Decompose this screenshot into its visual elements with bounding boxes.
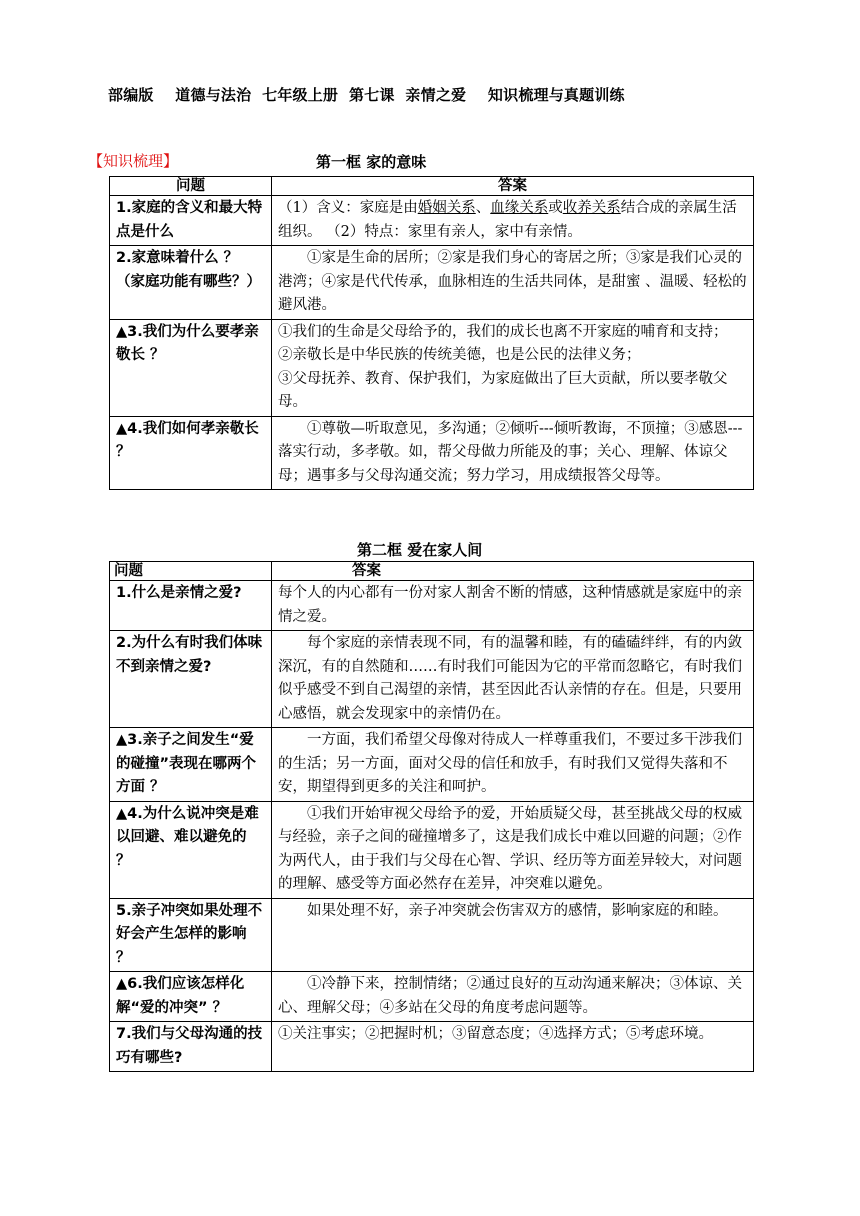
frame1-table (109, 176, 754, 490)
answer-cell: 一方面，我们希望父母像对待成人一样尊重我们，不要过多干涉我们的生活；另一方面，面对父母的信任和放手，有时我们又觉得失落和不安，期望得到更多的关注和呵护。 (272, 728, 754, 802)
question-cell: ▲4.为什么说冲突是难以回避、难以避免的 ？ (110, 801, 272, 898)
question-cell: 2.家意味着什么 ？（家庭功能有哪些？） (110, 246, 272, 320)
question-cell: ▲3.我们为什么要孝亲敬长 ？ (110, 319, 272, 416)
underlined-term: 收养关系 (562, 200, 621, 216)
answer-text: 、 (475, 200, 491, 216)
table-row (110, 898, 754, 972)
underlined-term: 婚姻关系 (417, 200, 476, 216)
answer-cell (272, 196, 754, 246)
question-cell: ▲6.我们应该怎样化解“爱的冲突” ？ (110, 972, 272, 1022)
question-cell: 1.家庭的含义和最大特点是什么 (110, 196, 272, 246)
table-row (110, 728, 754, 802)
answer-cell: ①我们开始审视父母给予的爱，开始质疑父母，甚至挑战父母的权威与经验，亲子之间的碰撞增多了，这是我们成长中难以回避的问题；②作为两代人，由于我们与父母在心智、学识、经历等方面差异较大，对问题的理解、感受等方面必然存在差异，冲突难以避免。 (272, 801, 754, 898)
answer-cell: ①冷静下来，控制情绪；②通过良好的互动沟通来解决；③体谅、关心、理解父母；④多站在父母的角度考虑问题等。 (272, 972, 754, 1022)
header-answer: 答案 (272, 177, 754, 196)
answer-cell (272, 319, 754, 416)
question-cell: ▲4.我们如何孝亲敬长 ？ (110, 416, 272, 490)
table-header-row (110, 177, 754, 196)
answer-line: ③父母抚养、教育、保护我们，为家庭做出了巨大贡献，所以要孝敬父母。 (278, 370, 728, 410)
frame2-heading: 第二框 爱在家人间 (357, 541, 483, 559)
answer-line: ①我们的生命是父母给予的，我们的成长也离不开家庭的哺育和支持； (278, 323, 728, 340)
question-cell: 5.亲子冲突如果处理不好会产生怎样的影响 ？ (110, 898, 272, 972)
question-cell: 7.我们与父母沟通的技巧有哪些? (110, 1022, 272, 1072)
header-question: 问题 (110, 177, 272, 196)
table-row (110, 581, 754, 631)
table-row (110, 246, 754, 320)
answer-cell: ①关注事实；②把握时机；③留意态度；④选择方式；⑤考虑环境。 (272, 1022, 754, 1072)
table-row (110, 196, 754, 246)
answer-cell: 每个家庭的亲情表现不同，有的温馨和睦，有的磕磕绊绊，有的内敛深沉，有的自然随和……有时我们可能因为它的平常而忽略它，有时我们似乎感受不到自己渴望的亲情，甚至因此否认亲情的存在。但是，只要用心感悟，就会发现家中的亲情仍在。 (272, 631, 754, 728)
frame2-table (109, 561, 754, 1072)
header-answer: 答案 (272, 562, 754, 581)
table-row (110, 1022, 754, 1072)
answer-line: ②亲敬长是中华民族的传统美德，也是公民的法律义务； (278, 347, 641, 363)
question-cell: ▲3.亲子之间发生“爱的碰撞”表现在哪两个方面 ？ (110, 728, 272, 802)
table-header-row (110, 562, 754, 581)
underlined-term: 血缘关系 (490, 200, 549, 216)
answer-cell: ①家是生命的居所；②家是我们身心的寄居之所；③家是我们心灵的港湾；④家是代代传承，血脉相连的生活共同体，是甜蜜 、温暖、轻松的避风港。 (272, 246, 754, 320)
header-question: 问题 (110, 562, 272, 581)
table-row (110, 416, 754, 490)
question-cell: 1.什么是亲情之爱? (110, 581, 272, 631)
answer-text: 结合成的亲属生活组织。 （2）特点：家里有亲人，家中有亲情。 (278, 200, 737, 240)
answer-cell: 如果处理不好，亲子冲突就会伤害双方的感情，影响家庭的和睦。 (272, 898, 754, 972)
answer-cell: 每个人的内心都有一份对家人割舍不断的情感，这种情感就是家庭中的亲情之爱。 (272, 581, 754, 631)
question-cell: 2.为什么有时我们体味不到亲情之爱? (110, 631, 272, 728)
table-row (110, 631, 754, 728)
answer-cell: ①尊敬—听取意见，多沟通；②倾听---倾听教诲，不顶撞；③感恩---落实行动，多孝敬。如，帮父母做力所能及的事；关心、理解、体谅父母；遇事多与父母沟通交流；努力学习，用成绩报答父母等。 (272, 416, 754, 490)
table-row (110, 972, 754, 1022)
section-label: 【知识梳理】 (88, 152, 179, 170)
answer-text: 或 (548, 200, 563, 216)
table-row (110, 319, 754, 416)
answer-text: （1）含义：家庭是由 (278, 200, 418, 216)
page-title: 部编版 道德与法治 七年级上册 第七课 亲情之爱 知识梳理与真题训练 (108, 86, 625, 104)
frame1-heading: 第一框 家的意味 (316, 153, 427, 171)
table-row (110, 801, 754, 898)
